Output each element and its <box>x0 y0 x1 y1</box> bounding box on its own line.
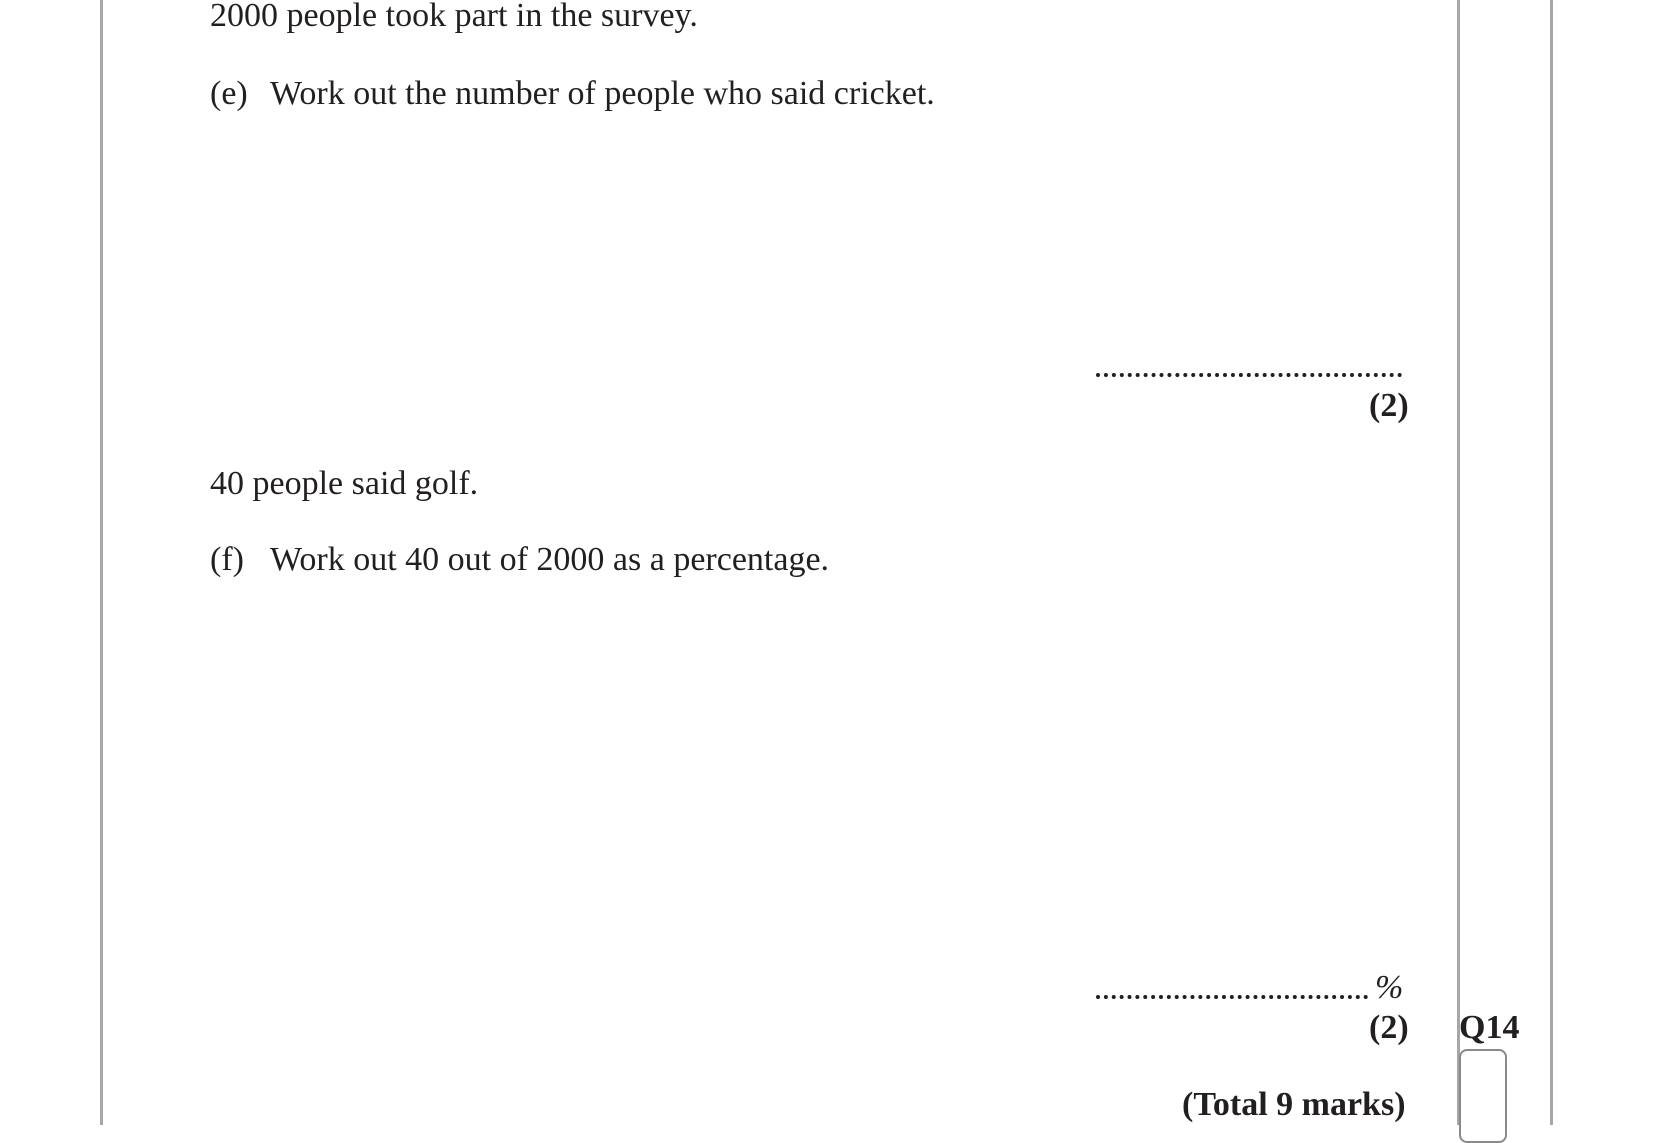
examiner-mark-box <box>1459 1049 1507 1143</box>
part-e-marks: (2) <box>1369 387 1409 424</box>
part-f-answer-line[interactable] <box>1096 995 1368 999</box>
page-margin-left-border <box>100 0 103 1125</box>
part-f-label: (f) <box>210 541 244 578</box>
part-e-answer-line[interactable] <box>1096 373 1402 377</box>
marker-column-right-border <box>1550 0 1553 1125</box>
page-margin-right-border <box>1457 0 1460 1125</box>
part-f-question: Work out 40 out of 2000 as a percentage. <box>270 541 830 578</box>
survey-intro-text: 2000 people took part in the survey. <box>210 0 698 34</box>
percent-unit: % <box>1375 969 1404 1006</box>
part-e-label: (e) <box>210 75 248 112</box>
golf-statement: 40 people said golf. <box>210 465 479 502</box>
total-marks: (Total 9 marks) <box>1182 1086 1406 1123</box>
part-e-question: Work out the number of people who said cricket. <box>270 75 935 112</box>
part-f-marks: (2) <box>1369 1009 1409 1046</box>
question-reference: Q14 <box>1459 1009 1520 1046</box>
